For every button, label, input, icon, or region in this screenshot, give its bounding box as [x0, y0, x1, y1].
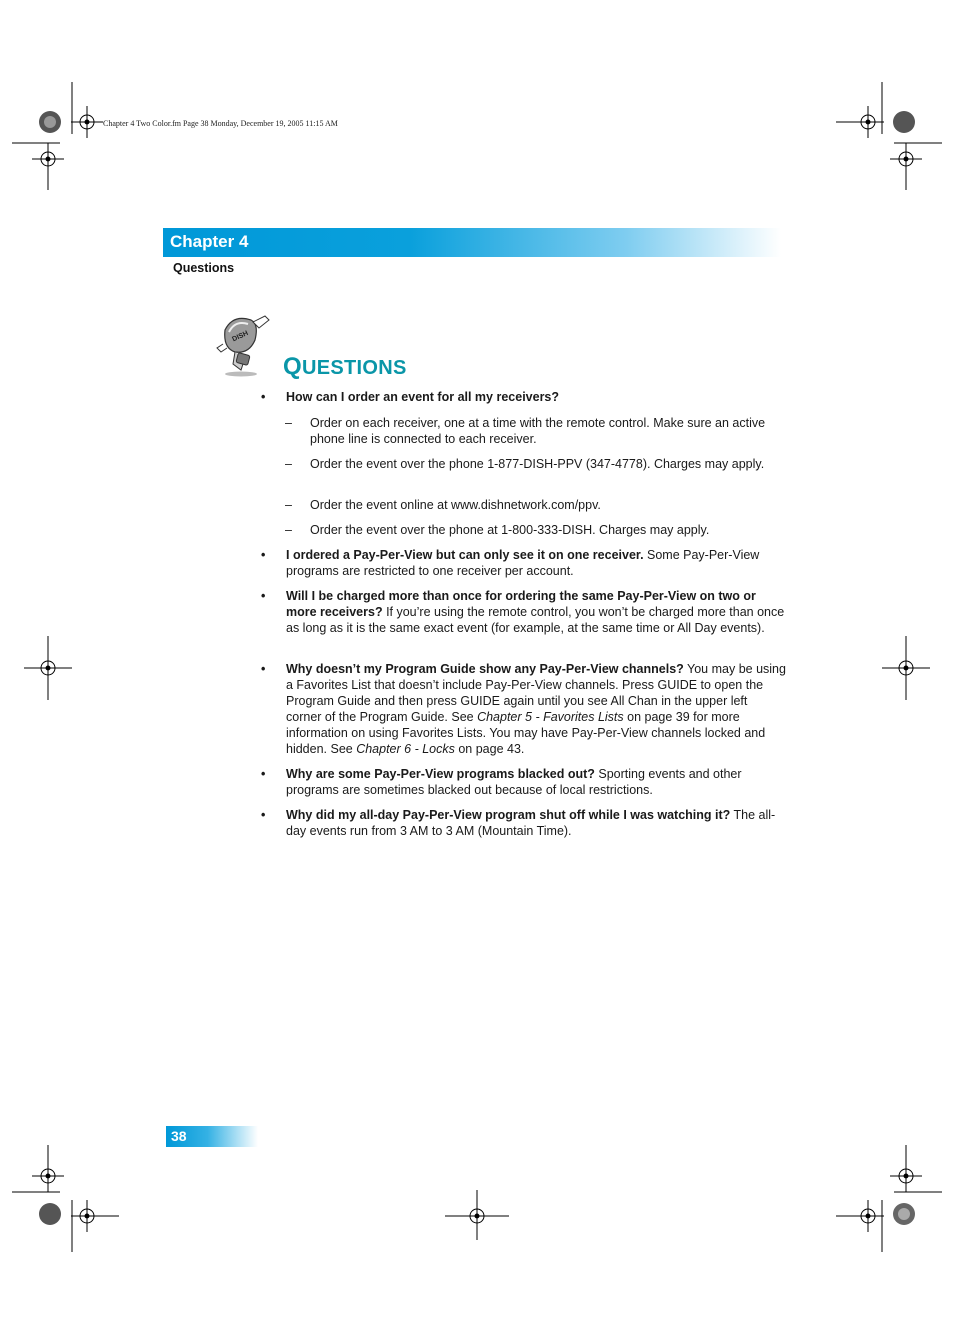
page-number: 38 [171, 1128, 187, 1144]
question-3-answer: If you’re using the remote control, you won’t be charged more than once as long as it is the same exact event (for example, at the same time or All Day events). [286, 605, 785, 635]
question-1-title: How can I order an event for all my receivers? [286, 390, 560, 404]
question-3 [261, 588, 786, 636]
favorites-lists-reference: Chapter 5 - Favorites Lists [477, 710, 624, 724]
question-4 [261, 661, 786, 757]
dash: – [285, 416, 292, 430]
section-title [283, 353, 407, 381]
bullet: • [261, 548, 266, 562]
answer-1-item-4 [285, 522, 788, 538]
dash: – [285, 523, 292, 537]
running-head: Questions [173, 261, 235, 275]
question-5-title: Why are some Pay-Per-View programs blacked out? [286, 767, 595, 781]
dash: – [285, 457, 292, 471]
bullet: • [261, 390, 266, 404]
answer-1-item-1 [285, 415, 788, 447]
section-title-initial: Q [283, 353, 302, 380]
dash: – [285, 498, 292, 512]
question-4-answer-part-2: on page 39 for more information on using Favorites Lists. You may have Pay-Per-View channels locked and hidden. See [286, 710, 766, 756]
satellite-dish-mascot-icon [215, 310, 275, 378]
print-slug: Chapter 4 Two Color.fm Page 38 Monday, December 19, 2005 11:15 AM [103, 119, 338, 128]
section-title-rest: UESTIONS [301, 357, 407, 379]
question-2-title: I ordered a Pay-Per-View but can only see it on one receiver. [286, 548, 644, 562]
question-5 [261, 766, 786, 798]
question-4-answer-part-3: on page 43. [454, 742, 525, 756]
question-2-answer: Some Pay-Per-View programs are restricted to one receiver per account. [286, 548, 760, 578]
answer-1-item-1-text: Order on each receiver, one at a time with the remote control. Make sure an active phone line is connected to each receiver. [310, 416, 766, 446]
bullet: • [261, 808, 266, 822]
answer-1-item-3 [285, 497, 788, 513]
question-1 [261, 389, 786, 405]
question-5-answer: Sporting events and other programs are sometimes blacked out because of local restrictions. [286, 767, 742, 797]
page-number-banner [166, 1126, 258, 1147]
question-3-title: Will I be charged more than once for ordering the same Pay-Per-View on two or more receivers? [286, 589, 756, 619]
chapter-label: Chapter 4 [170, 232, 249, 251]
answer-1-item-2 [285, 456, 788, 472]
answer-1-item-3-text: Order the event online at www.dishnetwork.com/ppv. [310, 498, 601, 512]
answer-1-item-4-text: Order the event over the phone at 1-800-333-DISH. Charges may apply. [310, 523, 710, 537]
question-4-answer-part-1: You may be using a Favorites List that doesn’t include Pay-Per-View channels. Press GUIDE to open the Program Guide and then press GUIDE again until you see All Chan in the upper left corner of the Program Guide. See [286, 662, 786, 724]
question-4-title: Why doesn’t my Program Guide show any Pay-Per-View channels? [286, 662, 684, 676]
question-6-title: Why did my all-day Pay-Per-View program shut off while I was watching it? [286, 808, 731, 822]
locks-reference: Chapter 6 - Locks [356, 742, 455, 756]
bullet: • [261, 589, 266, 603]
question-6-answer: The all-day events run from 3 AM to 3 AM (Mountain Time). [286, 808, 776, 838]
answer-1-item-2-text: Order the event over the phone 1-877-DISH-PPV (347-4778). Charges may apply. [310, 457, 765, 471]
mascot-badge-text: DISH [231, 329, 250, 344]
bullet: • [261, 767, 266, 781]
question-2 [261, 547, 786, 579]
bullet: • [261, 662, 266, 676]
chapter-banner [163, 228, 781, 257]
question-6 [261, 807, 786, 839]
